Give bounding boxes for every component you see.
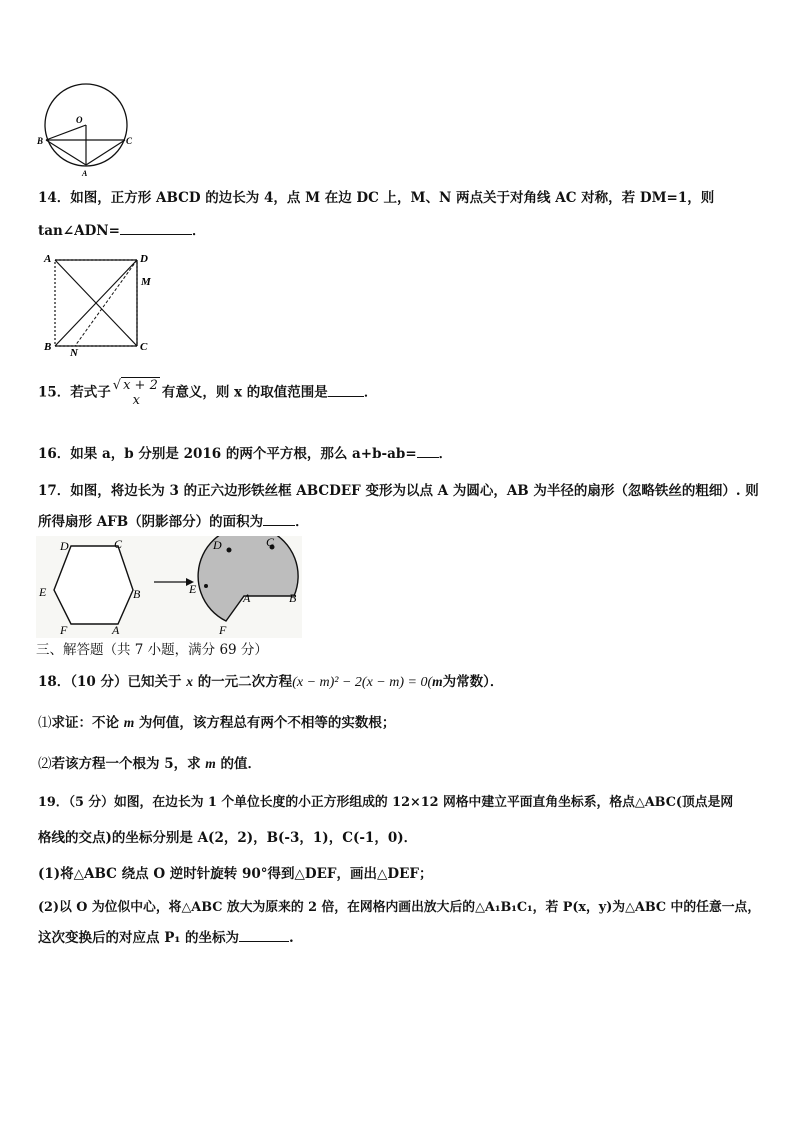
label-b: B (44, 341, 52, 353)
q15-line: 15．若式子 √ x + 2 x 有意义，则 x 的取值范围是 ． (38, 378, 378, 408)
section-title: 三、解答题（共 7 小题，满分 69 分） (36, 642, 268, 658)
q19-part1: (1)将△ABC 绕点 O 逆时针旋转 90°得到△DEF，画出△DEF； (38, 866, 433, 882)
q16-line: 16．如果 a，b 分别是 2016 的两个平方根，那么 a+b-ab= ． (38, 446, 453, 462)
q18-intro: 18．（10 分）已知关于 x 的一元二次方程(x − m)² − 2(x − m) = 0(m为常数）． (38, 674, 504, 690)
figure-q13 (36, 80, 136, 178)
sector-label-d: D (213, 538, 222, 552)
square-diagram (40, 248, 165, 360)
figure-q14 (40, 248, 165, 360)
label-m: M (141, 276, 151, 288)
sector-label-c: C (266, 536, 275, 549)
q19-line1: 19．（5 分）如图，在边长为 1 个单位长度的小正方形组成的 12×12 网格中建立平面直角坐标系，格点△ABC(顶点是网 (38, 795, 734, 810)
hexagon (54, 546, 133, 624)
q19-line5: 这次变换后的对应点 P₁ 的坐标为 . (38, 930, 294, 946)
hex-label-d: D (60, 539, 69, 553)
sector-label-b: B (289, 591, 297, 605)
label-n: N (70, 347, 78, 359)
hex-label-a: A (112, 623, 120, 637)
q18-part1: ⑴求证：不论 m 为何值，该方程总有两个不相等的实数根； (38, 715, 396, 731)
label-a: A (44, 253, 52, 265)
q17-line2: 所得扇形 AFB（阴影部分）的面积为 ． (38, 514, 309, 530)
q14-line1: 14．如图，正方形 ABCD 的边长为 4，点 M 在边 DC 上，M、N 两点关于对角线 AC 对称，若 DM=1，则 (38, 190, 715, 206)
sector-label-a: A (243, 591, 251, 605)
hexagon-sector-diagram (36, 536, 302, 638)
q17-line1: 17．如图，将边长为 3 的正六边形铁丝框 ABCDEF 变形为以点 A 为圆心，AB 为半径的扇形（忽略铁丝的粗细）. 则 (38, 483, 759, 499)
label-b: B (37, 136, 44, 146)
q14-line2: tan∠ADN= ． (38, 223, 206, 239)
q19-part2: (2)以 O 为位似中心，将△ABC 放大为原来的 2 倍，在网格内画出放大后的△A₁B₁C₁，若 P(x，y)为△ABC 中的任意一点， (38, 900, 761, 915)
hex-label-e: E (39, 585, 47, 599)
answer-blank-q15[interactable] (328, 384, 364, 397)
answer-blank-q19[interactable] (239, 929, 289, 942)
label-c: C (140, 341, 148, 353)
label-d: D (140, 253, 148, 265)
q18-part2: ⑵若该方程一个根为 5，求 m 的值． (38, 756, 262, 772)
fraction-expression: √ x + 2 x (112, 378, 158, 408)
q19-line2: 格线的交点)的坐标分别是 A(2，2)，B(-3，1)，C(-1，0)． (38, 830, 418, 846)
circle-diagram (36, 80, 136, 178)
sector-label-f: F (219, 623, 227, 637)
answer-blank-q17[interactable] (263, 513, 295, 526)
hex-label-b: B (133, 587, 141, 601)
label-c: C (126, 136, 133, 146)
label-o: O (76, 115, 83, 125)
answer-blank-q14[interactable] (120, 222, 192, 235)
hex-label-c: C (114, 537, 123, 551)
figure-q17 (36, 536, 302, 638)
sector-label-e: E (189, 582, 197, 596)
answer-blank-q16[interactable] (417, 445, 439, 458)
label-a: A (82, 169, 88, 178)
hex-label-f: F (60, 623, 68, 637)
